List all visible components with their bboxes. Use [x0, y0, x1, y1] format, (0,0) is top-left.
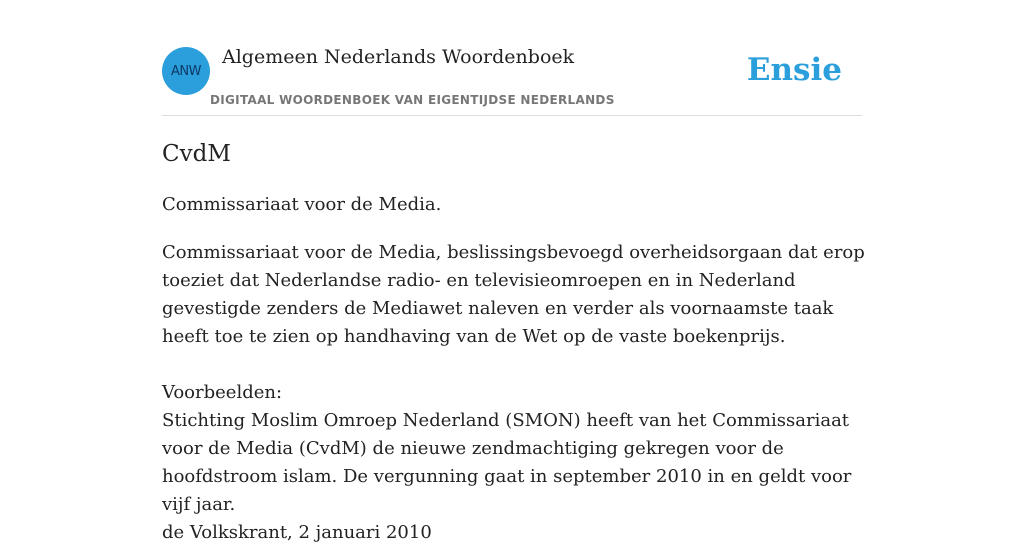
page-container	[162, 0, 865, 543]
logo-text: ANW	[171, 63, 201, 79]
site-title[interactable]: Algemeen Nederlands Woordenboek	[222, 46, 575, 68]
anw-logo[interactable]	[162, 47, 210, 95]
site-header	[162, 0, 862, 116]
examples-label: Voorbeelden:	[162, 382, 283, 403]
example-text: Stichting Moslim Omroep Nederland (SMON) heeft van het Commissariaat voor de Media (CvdM) de nieuwe zendmachtiging gekregen voor de hoofdstroom islam. De vergunning gaat in september 2010 in en geldt voor vijf jaar.	[162, 410, 852, 515]
long-definition: Commissariaat voor de Media, beslissingsbevoegd overheidsorgaan dat erop toeziet dat Nederlandse radio- en televisieomroepen en in Nederland gevestigde zenders de Mediawet naleven en verder als voornaamste taak heeft toe te zien op handhaving van de Wet op de vaste boekenprijs.	[162, 242, 865, 347]
paragraph-gap	[162, 351, 866, 379]
entry-body	[162, 239, 866, 547]
entry-term: CvdM	[162, 141, 231, 167]
ensie-brand-logo[interactable]: Ensie	[746, 52, 842, 88]
site-subtitle: DIGITAAL WOORDENBOEK VAN EIGENTIJDSE NEDERLANDS	[210, 93, 615, 107]
example-source: de Volkskrant, 2 januari 2010	[162, 522, 432, 543]
short-definition: Commissariaat voor de Media.	[162, 194, 442, 215]
